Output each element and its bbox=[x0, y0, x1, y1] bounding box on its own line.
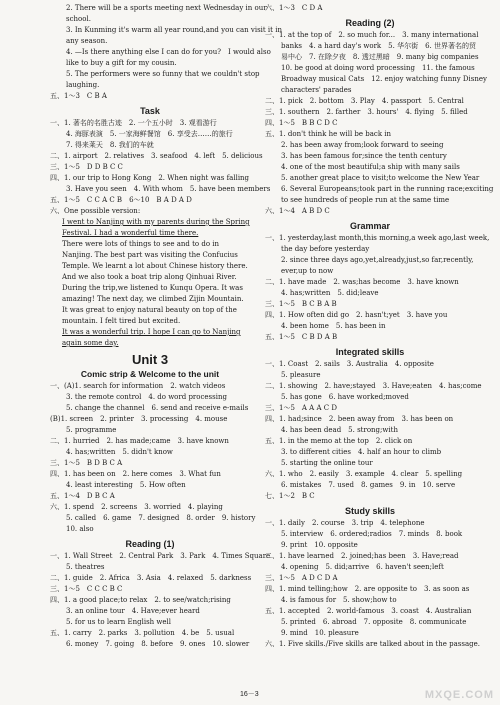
answer-line: 7. 得来莱天 8. 我们的车就 bbox=[66, 141, 154, 149]
answer-line: 六、1. who 2. easily 3. example 4. clear 5. spelling bbox=[265, 470, 463, 478]
answer-line: 一、1. 著名的名胜古迹 2. 一个五小时 3. 观看游行 bbox=[50, 119, 217, 127]
answer-line: 5. The performers were so funny that we couldn't stop bbox=[66, 70, 260, 78]
answer-line: 5. starting the online tour bbox=[281, 459, 373, 467]
answer-line: 6. money 7. going 8. before 9. ones 10. slower bbox=[66, 640, 250, 648]
answer-line: 一、1. yesterday,last month,this morning,a week ago,last week, bbox=[265, 234, 490, 242]
answer-line: 一、1. at the top of 2. so much for... 3. many international bbox=[265, 31, 479, 39]
answer-line: 六、1. spend 2. screens 3. worried 4. playing bbox=[50, 503, 223, 511]
answer-line: 2. has been away from;look forward to seeing bbox=[281, 141, 444, 149]
answer-line: 4. has been dead 5. strong;with bbox=[281, 426, 398, 434]
left-column bbox=[50, 3, 282, 681]
answer-line: 三、1～5 B C B A B bbox=[265, 300, 337, 308]
answer-line: 七、1～2 B C bbox=[265, 492, 315, 500]
essay-paragraph-2: There were lots of things to see and to do in Nanjing. The best part was visiting the Confucius Temple. We learnt a lot about Chinese history there. And we also took a boat trip along Qinhuai River. During the trip,we listened to Kunqu Opera. It was amazing! The next day, we climbed Zijin Mountain. It was great to enjoy natural beauty on top of the mountain. I felt tired but excited. bbox=[62, 240, 248, 325]
answer-line: 6. Several Europeans;took part in the running race;exciting bbox=[281, 185, 494, 193]
unit-title: Unit 3 bbox=[131, 352, 169, 367]
answer-line: 4. is famous for 5. show;how to bbox=[281, 596, 397, 604]
answer-line: 4. 海豚表演 5. 一家海鲜餐馆 6. 享受去……的旅行 bbox=[66, 130, 233, 138]
reading2-heading: Reading (2) bbox=[345, 18, 395, 28]
answer-line: 一、1. Wall Street 2. Central Park 3. Park 4. Times Square bbox=[50, 552, 271, 560]
answer-line: 一、1. daily 2. course 3. trip 4. telephone bbox=[265, 519, 425, 527]
answer-line: 二、1. have made 2. was;has become 3. have known bbox=[265, 278, 459, 286]
answer-line: 五、1. in the memo at the top 2. click on bbox=[265, 437, 413, 445]
answer-line: 一、(A)1. search for information 2. watch videos bbox=[50, 382, 226, 390]
study-heading: Study skills bbox=[344, 506, 396, 516]
answer-line: 四、1. had;since 2. been away from 3. has been on bbox=[265, 415, 454, 423]
answers-continued-right bbox=[265, 3, 475, 14]
reading2-answers bbox=[265, 30, 494, 217]
answer-line: 5. has gone 6. have worked;moved bbox=[281, 393, 409, 401]
answer-line: 三、1～5 C C C B C bbox=[50, 585, 123, 593]
answer-line: 二、1. showing 2. have;stayed 3. Have;eaten 4. has;come bbox=[265, 382, 482, 390]
answer-line: 4. opening 5. did;arrive 6. haven't seen;left bbox=[281, 563, 444, 571]
answer-line: any season. bbox=[66, 37, 108, 45]
right-column bbox=[265, 3, 494, 681]
answer-line: 9. print 10. opposite bbox=[281, 541, 358, 549]
answer-line: 5. printed 6. abroad 7. opposite 8. communicate bbox=[281, 618, 467, 626]
answer-line: 二、1. airport 2. relatives 3. seafood 4. left 5. delicious bbox=[50, 152, 263, 160]
grammar-answers bbox=[265, 233, 490, 343]
answer-line: 3. the remote control 4. do word processing bbox=[66, 393, 227, 401]
answer-line: 5. called 6. game 7. designed 8. order 9. history bbox=[66, 514, 256, 522]
answer-line: 五、1. don't think he will be back in bbox=[265, 130, 392, 138]
answer-line: 易中心 7. 在除夕夜 8. 透过黑暗 9. many big companies bbox=[281, 53, 479, 61]
reading1-heading: Reading (1) bbox=[125, 539, 175, 549]
answer-line: 三、1～5 A A A C D bbox=[265, 404, 337, 412]
study-answers bbox=[265, 518, 480, 650]
answer-line: 5. programme bbox=[66, 426, 117, 434]
answer-line: 五、1～5 C B D A B bbox=[265, 333, 338, 341]
answer-line: 二、1. hurried 2. has made;came 3. have known bbox=[50, 437, 229, 445]
answer-line: 四、1. a good place;to relax 2. to see/watch;rising bbox=[50, 596, 231, 604]
answer-line: 3. has been famous for;since the tenth century bbox=[281, 152, 447, 160]
task-heading: Task bbox=[140, 106, 160, 116]
answer-line: 四、1. our trip to Hong Kong 2. When night was falling bbox=[50, 174, 250, 182]
answer-line: 4. has;written 5. didn't know bbox=[66, 448, 173, 456]
essay-paragraph-1: I went to Nanjing with my parents during the Spring Festival. I had a wonderful time there. bbox=[62, 218, 250, 237]
page-number: 16－3 bbox=[240, 691, 259, 698]
answer-line: 六、1. Five skills./Five skills are talked about in the passage. bbox=[265, 640, 480, 648]
answer-line: 五、1. carry 2. parks 3. pollution 4. be 5. usual bbox=[50, 629, 235, 637]
answer-line: 六、1～4 A B D C bbox=[265, 207, 330, 215]
answer-line: the day before yesterday bbox=[281, 245, 370, 253]
answer-line: 五、1. accepted 2. world-famous 3. coast 4. Australian bbox=[265, 607, 472, 615]
answer-line: 9. mind 10. pleasure bbox=[281, 629, 359, 637]
integrated-answers bbox=[265, 359, 482, 502]
answer-line: 三、1～5 B D B C A bbox=[50, 459, 123, 467]
answer-line: 一、1. Coast 2. sails 3. Australia 4. opposite bbox=[265, 360, 434, 368]
answer-line: 四、1～5 B B C D C bbox=[265, 119, 338, 127]
answer-line: 10. be good at doing word processing 11. the famous bbox=[281, 64, 475, 72]
comic-heading: Comic strip & Welcome to the unit bbox=[80, 369, 220, 379]
answer-line: ever,up to now bbox=[281, 267, 334, 275]
grammar-heading: Grammar bbox=[349, 221, 391, 231]
answer-line: 六、One possible version: bbox=[50, 207, 141, 215]
answer-line: 3. Have you seen 4. With whom 5. have been members bbox=[66, 185, 271, 193]
answer-line: 二、1. have learned 2. joined;has been 3. Have;read bbox=[265, 552, 459, 560]
answer-line: 5. for us to learn English well bbox=[66, 618, 172, 626]
answer-line: 5. interview 6. ordered;radios 7. minds 8. book bbox=[281, 530, 463, 538]
essay-paragraph-3: It was a wonderful trip. I hope I can go to Nanjing again some day. bbox=[62, 328, 241, 347]
answers-continued bbox=[50, 3, 282, 102]
answer-line: 四、1. has been on 2. here comes 3. What fun bbox=[50, 470, 221, 478]
answer-line: 5. pleasure bbox=[281, 371, 321, 379]
essay bbox=[50, 217, 250, 349]
watermark: MXQE.COM bbox=[424, 689, 494, 701]
task-answers bbox=[50, 118, 271, 217]
answer-line: 3. an online tour 4. Have;ever heard bbox=[66, 607, 200, 615]
answer-line: (B)1. screen 2. printer 3. processing 4. mouse bbox=[50, 415, 228, 423]
answer-line: 三、1～5 D D B C C bbox=[50, 163, 123, 171]
answer-line: 四、1. mind telling;how 2. are opposite to 3. as soon as bbox=[265, 585, 470, 593]
answer-line: 二、1. pick 2. bottom 3. Play 4. passport 5. Central bbox=[265, 97, 464, 105]
answer-line: 4. one of the most beautiful;a ship with many sails bbox=[281, 163, 460, 171]
answer-line: 4. has;written 5. did;leave bbox=[281, 289, 379, 297]
answer-line: 3. to different cities 4. half an hour to climb bbox=[281, 448, 442, 456]
reading1-answers bbox=[50, 551, 271, 650]
answer-line: 6. mistakes 7. used 8. games 9. in 10. serve bbox=[281, 481, 456, 489]
answer-line: 5. change the channel 6. send and receive e-mails bbox=[66, 404, 249, 412]
answer-line: school. bbox=[66, 15, 91, 23]
answer-line: 2. There will be a sports meeting next Wednesday in our bbox=[66, 4, 267, 12]
answer-line: 4. —Is there anything else I can do for you? I would also bbox=[66, 48, 271, 56]
answer-line: 三、1. southern 2. farther 3. hours' 4. flying 5. filled bbox=[265, 108, 468, 116]
answer-line: 5. theatres bbox=[66, 563, 105, 571]
answer-line: 2. since three days ago,yet,already,just,so far,recently, bbox=[281, 256, 474, 264]
answer-line: 六、1～3 C D A bbox=[265, 4, 323, 12]
answer-line: 3. In Kunming it's warm all year round,and you can visit it in bbox=[66, 26, 282, 34]
answer-line: 四、1. How often did go 2. hasn't;yet 3. have you bbox=[265, 311, 448, 319]
answer-line: 五、1～5 C C A C B 6～10 B A D A D bbox=[50, 196, 192, 204]
answer-line: to see hundreds of people run at the same time bbox=[281, 196, 450, 204]
answer-line: banks 4. a hard day's work 5. 华尔街 6. 世界著名的贸 bbox=[281, 42, 476, 50]
answer-line: 三、1～5 A D C D A bbox=[265, 574, 338, 582]
answer-line: 二、1. guide 2. Africa 3. Asia 4. relaxed 5. darkness bbox=[50, 574, 252, 582]
answer-line: like to buy a gift for my cousin. bbox=[66, 59, 177, 67]
answer-line: characters' parades bbox=[281, 86, 352, 94]
integrated-heading: Integrated skills bbox=[335, 347, 405, 357]
answer-line: laughing. bbox=[66, 81, 100, 89]
answer-line: 5. another great place to visit;to welcome the New Year bbox=[281, 174, 480, 182]
comic-answers bbox=[50, 381, 256, 535]
answer-line: 10. also bbox=[66, 525, 94, 533]
answer-line: 4. least interesting 5. How often bbox=[66, 481, 186, 489]
answer-line: Broadway musical Cats 12. enjoy watching funny Disney bbox=[281, 75, 487, 83]
answer-line: 五、1～4 D B C A bbox=[50, 492, 115, 500]
answer-line: 4. been home 5. has been in bbox=[281, 322, 386, 330]
answer-line: 五、1～3 C B A bbox=[50, 92, 107, 100]
